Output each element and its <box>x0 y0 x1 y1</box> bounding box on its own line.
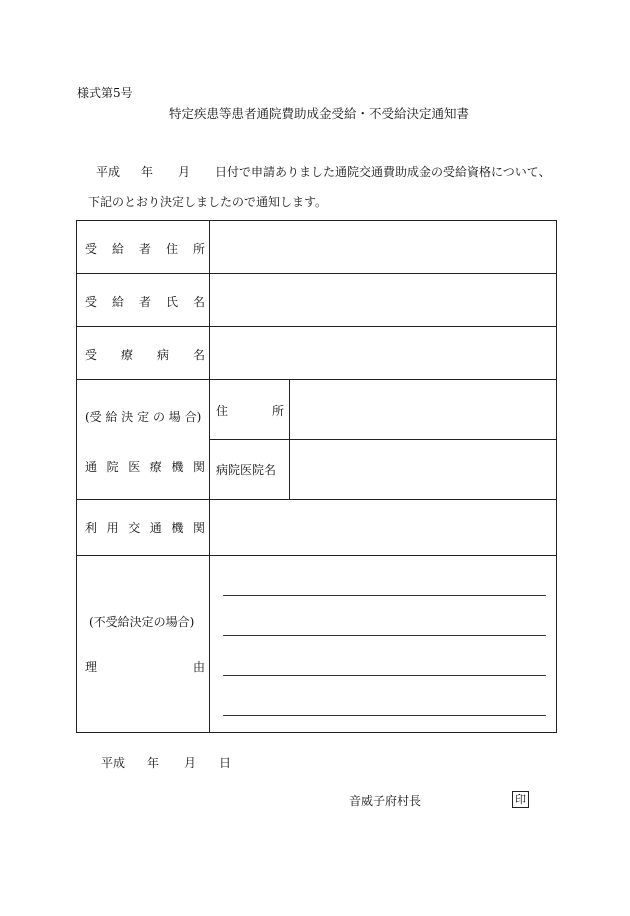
label-char: 給 <box>111 295 124 309</box>
reason-writing-line <box>223 595 546 596</box>
row-divider <box>77 379 557 380</box>
intro-era: 平成 <box>96 165 121 179</box>
row-divider <box>77 326 557 327</box>
footer-year-unit: 年 <box>147 756 160 770</box>
issuer-name: 音威子府村長 <box>349 794 422 808</box>
clinic-sub-divider <box>289 380 290 500</box>
label-char: 由 <box>192 660 205 674</box>
label-divider <box>209 221 210 733</box>
footer-era: 平成 <box>101 756 126 770</box>
label-char: 名 <box>192 348 205 362</box>
issue-date <box>101 754 231 771</box>
reason-writing-line <box>223 675 546 676</box>
footer-day-unit: 日 <box>219 756 232 770</box>
label-char: 所 <box>192 242 205 256</box>
label-char: 関 <box>192 460 205 474</box>
label-char: 氏 <box>165 295 178 309</box>
intro-month-unit: 月 <box>178 165 191 179</box>
label-char: 機 <box>171 460 184 474</box>
notification-table <box>76 220 557 733</box>
row-divider <box>77 273 557 274</box>
label-char: 名 <box>192 295 205 309</box>
footer-month-unit: 月 <box>184 756 197 770</box>
label-char: 療 <box>120 348 133 362</box>
reason-label <box>85 658 205 675</box>
intro-year-unit: 年 <box>141 165 154 179</box>
intro-line-1-rest: 日付で申請ありました通院交通費助成金の受給資格について、 <box>215 165 551 179</box>
label-char: 交 <box>128 521 141 535</box>
label-char: 通 <box>149 521 162 535</box>
label-char: 者 <box>138 295 151 309</box>
row-divider <box>77 555 557 556</box>
label-char: 所 <box>271 404 284 418</box>
label-char: 住 <box>216 404 229 418</box>
intro-line-1 <box>96 163 551 180</box>
transport-label <box>85 519 205 536</box>
intro-line-2: 下記のとおり決定しましたので通知します。 <box>88 195 328 209</box>
label-char: 理 <box>85 660 98 674</box>
reason-writing-line <box>223 635 546 636</box>
form-number: 様式第5号 <box>77 86 133 100</box>
clinic-hospital-name-label: 病院医院名 <box>216 463 277 477</box>
label-char: 用 <box>106 521 119 535</box>
row-divider <box>77 499 557 500</box>
clinic-address-label <box>216 402 284 419</box>
label-char: 受 <box>85 348 98 362</box>
label-char: 関 <box>192 521 205 535</box>
approval-case-label: (受 給 決 定 の 場 合) <box>85 410 202 424</box>
label-char: 受 <box>85 242 98 256</box>
label-char: 受 <box>85 295 98 309</box>
document-title: 特定疾患等患者通院費助成金受給・不受給決定通知書 <box>168 106 469 121</box>
label-char: 給 <box>111 242 124 256</box>
refusal-case-label: (不受給決定の場合) <box>89 615 195 629</box>
label-char: 療 <box>149 460 162 474</box>
label-char: 通 <box>85 460 98 474</box>
recipient-name-label <box>85 293 205 310</box>
label-char: 者 <box>138 242 151 256</box>
clinic-label <box>85 458 205 475</box>
label-char: 機 <box>171 521 184 535</box>
label-char: 利 <box>85 521 98 535</box>
clinic-row-divider <box>209 439 557 440</box>
seal-mark: 印 <box>512 791 529 808</box>
label-char: 院 <box>106 460 119 474</box>
reason-writing-line <box>223 715 546 716</box>
label-char: 医 <box>128 460 141 474</box>
label-char: 病 <box>156 348 169 362</box>
recipient-address-label <box>85 240 205 257</box>
disease-name-label <box>85 346 205 363</box>
label-char: 住 <box>165 242 178 256</box>
